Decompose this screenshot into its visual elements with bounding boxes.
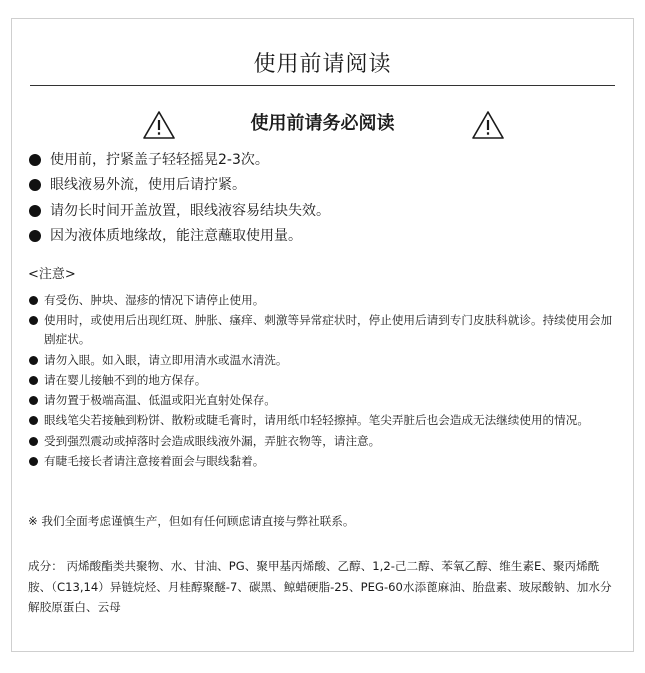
warning-header <box>0 108 645 140</box>
list-item: 有受伤、肿块、湿疹的情况下请停止使用。 <box>28 291 620 310</box>
warning-heading: 使用前请务必阅读 <box>250 113 395 134</box>
list-item: 使用前，拧紧盖子轻轻摇晃2-3次。 <box>28 151 618 169</box>
list-item: 眼线液易外流，使用后请拧紧。 <box>28 176 618 194</box>
disclaimer-text: ※ 我们全面考虑谨慎生产，但如有任何顾虑请直接与弊社联系。 <box>28 514 355 528</box>
warning-triangle-icon <box>471 110 505 140</box>
title-divider <box>30 85 615 86</box>
list-item: 有睫毛接长者请注意接着面会与眼线黏着。 <box>28 452 620 471</box>
notes-list <box>28 291 620 472</box>
list-item: 请勿置于极端高温、低温或阳光直射处保存。 <box>28 391 620 410</box>
list-item: 请勿长时间开盖放置，眼线液容易结块失效。 <box>28 202 618 220</box>
list-item: 因为液体质地缘故，能注意蘸取使用量。 <box>28 227 618 245</box>
list-item: 受到强烈震动或掉落时会造成眼线液外漏，弄脏衣物等，请注意。 <box>28 432 620 451</box>
list-item: 请在婴儿接触不到的地方保存。 <box>28 371 620 390</box>
list-item: 眼线笔尖若接触到粉饼、散粉或睫毛膏时，请用纸巾轻轻擦掉。笔尖弄脏后也会造成无法继续使用的情况。 <box>28 411 620 430</box>
list-item: 使用时，或使用后出现红斑、肿胀、瘙痒、刺激等异常症状时，停止使用后请到专门皮肤科就诊。持续使用会加剧症状。 <box>28 311 620 349</box>
ingredients-text: 成分： 丙烯酸酯类共聚物、水、甘油、PG、聚甲基丙烯酸、乙醇、1,2-己二醇、苯氧乙醇、维生素E、聚丙烯酰胺、（C13,14）异链烷烃、月桂醇聚醚-7、碳黑、鲸蜡硬脂-25、PEG-60水添蓖麻油、胎盘素、玻尿酸钠、加水分解胶原蛋白、云母 <box>28 559 612 614</box>
page-title: 使用前请阅读 <box>253 52 392 77</box>
main-usage-list <box>28 151 618 252</box>
notes-heading: <注意> <box>28 267 76 282</box>
list-item: 请勿入眼。如入眼，请立即用清水或温水清洗。 <box>28 351 620 370</box>
